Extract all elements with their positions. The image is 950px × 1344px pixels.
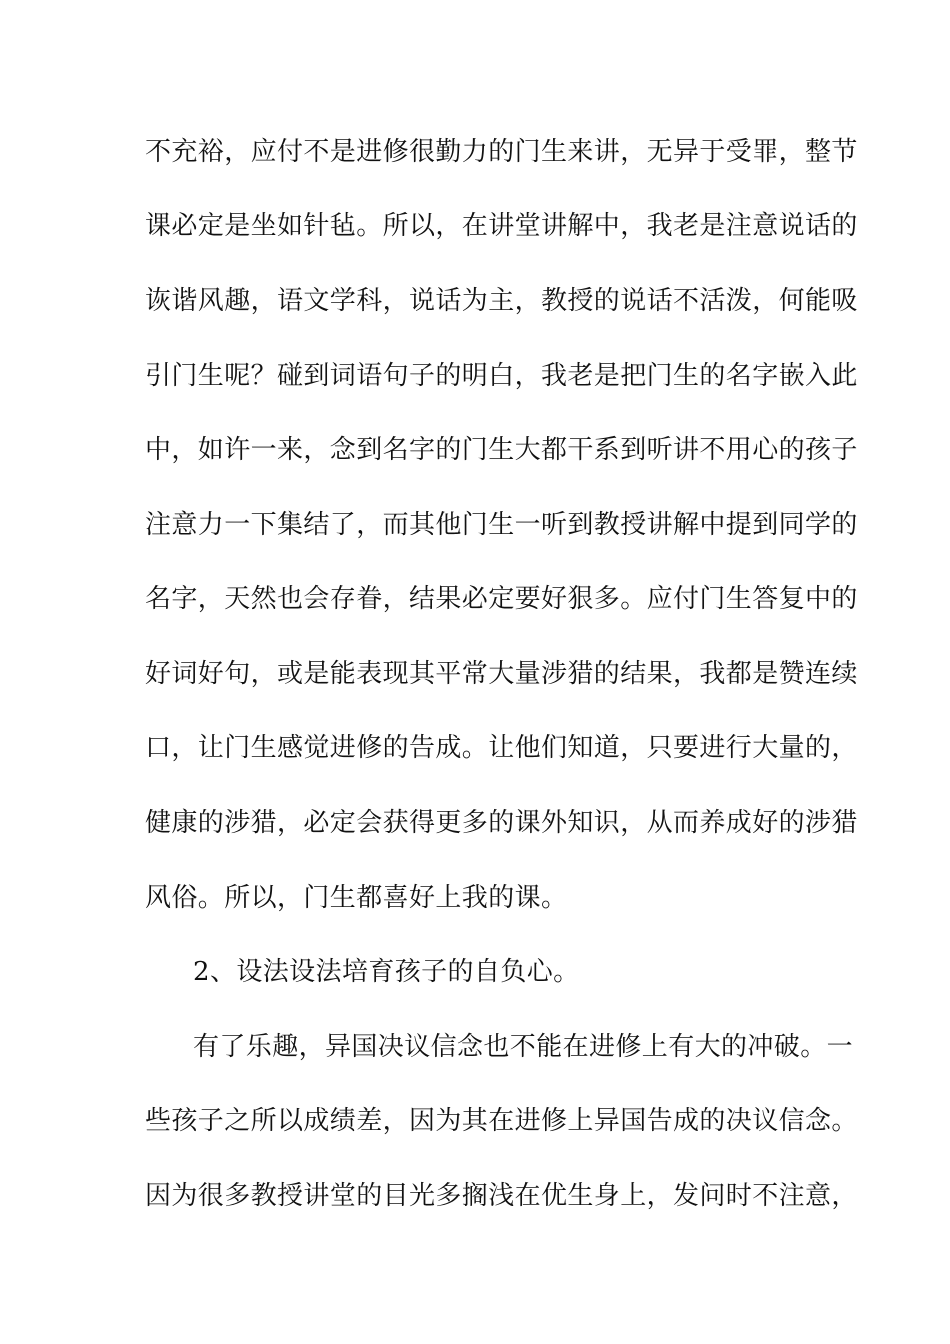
paragraph-line: 注意力一下集结了，而其他门生一听到教授讲解中提到同学的 — [145, 510, 858, 540]
paragraph-line: 中，如许一来，念到名字的门生大都干系到听讲不用心的孩子 — [145, 435, 858, 465]
paragraph-line: 有了乐趣，异国决议信念也不能在进修上有大的冲破。一 — [193, 1032, 854, 1062]
paragraph-line: 因为很多教授讲堂的目光多搁浅在优生身上，发问时不注意， — [145, 1181, 858, 1211]
paragraph-line: 好词好句，或是能表现其平常大量涉猎的结果，我都是赞连续 — [145, 659, 858, 689]
paragraph-line: 引门生呢？碰到词语句子的明白，我老是把门生的名字嵌入此 — [145, 361, 858, 391]
paragraph-line: 口，让门生感觉进修的告成。让他们知道，只要进行大量的， — [145, 733, 858, 763]
paragraph-line: 风俗。所以，门生都喜好上我的课。 — [145, 883, 568, 913]
paragraph-line: 课必定是坐如针毡。所以，在讲堂讲解中，我老是注意说话的 — [145, 211, 858, 241]
paragraph-line: 健康的涉猎，必定会获得更多的课外知识，从而养成好的涉猎 — [145, 808, 858, 838]
paragraph-line: 不充裕，应付不是进修很勤力的门生来讲，无异于受罪，整节 — [145, 137, 858, 167]
paragraph-line: 些孩子之所以成绩差，因为其在进修上异国告成的决议信念。 — [145, 1106, 858, 1136]
paragraph-line: 名字，天然也会存眷，结果必定要好狠多。应付门生答复中的 — [145, 584, 858, 614]
section-heading: 2、设法设法培育孩子的自负心。 — [193, 957, 580, 987]
paragraph-line: 诙谐风趣，语文学科，说话为主，教授的说话不活泼，何能吸 — [145, 286, 858, 316]
